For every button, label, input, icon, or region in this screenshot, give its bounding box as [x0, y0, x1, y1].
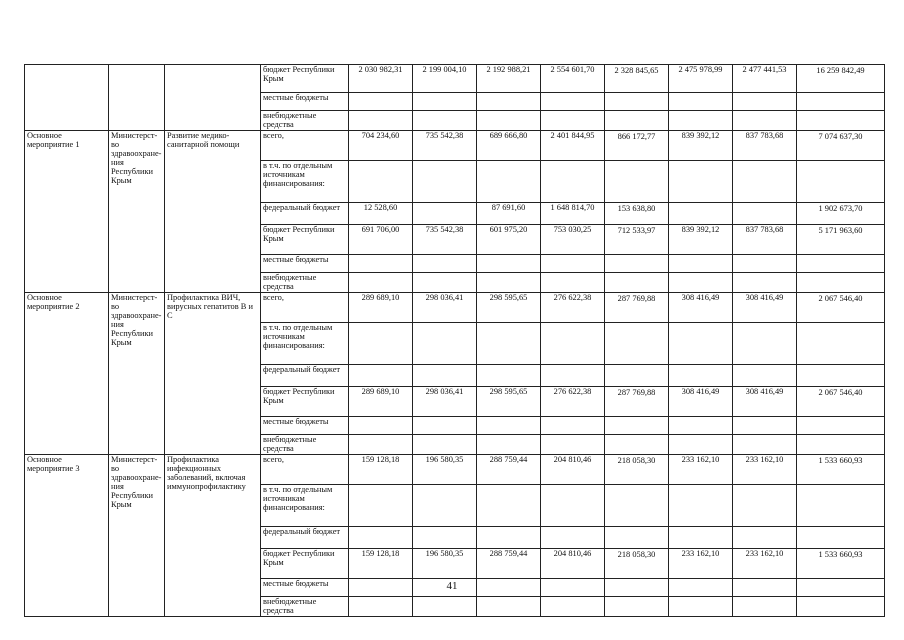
value-cell	[733, 273, 797, 293]
event-name-cell: Основное мероприятие 3	[25, 455, 109, 617]
executor-cell: Министерст-во здравоохране-ния Республики Крым	[109, 131, 165, 293]
value-cell	[605, 527, 669, 549]
value-cell	[733, 365, 797, 387]
value-cell: 308 416,49	[669, 387, 733, 417]
funding-source-cell: в т.ч. по отдельным источникам финансирования:	[261, 323, 349, 365]
value-cell	[541, 323, 605, 365]
funding-source-cell: бюджет Республики Крым	[261, 65, 349, 93]
value-cell: 298 595,65	[477, 387, 541, 417]
value-cell: 153 638,80	[605, 203, 669, 225]
funding-source-cell: внебюджетные средства	[261, 597, 349, 617]
value-cell	[797, 255, 885, 273]
value-cell: 159 128,18	[349, 455, 413, 485]
value-cell	[669, 203, 733, 225]
value-cell	[349, 93, 413, 111]
value-cell	[477, 365, 541, 387]
executor-cell	[109, 65, 165, 131]
value-cell	[797, 417, 885, 435]
value-cell	[733, 597, 797, 617]
value-cell	[733, 93, 797, 111]
value-cell	[669, 273, 733, 293]
value-cell	[733, 485, 797, 527]
value-cell: 704 234,60	[349, 131, 413, 161]
value-cell: 288 759,44	[477, 549, 541, 579]
value-cell: 601 975,20	[477, 225, 541, 255]
value-cell: 2 192 988,21	[477, 65, 541, 93]
value-cell: 866 172,77	[605, 131, 669, 161]
funding-source-cell: в т.ч. по отдельным источникам финансирования:	[261, 161, 349, 203]
value-cell: 218 058,30	[605, 455, 669, 485]
funding-source-cell: федеральный бюджет	[261, 365, 349, 387]
value-cell: 204 810,46	[541, 549, 605, 579]
value-cell: 276 622,38	[541, 293, 605, 323]
value-cell: 2 199 004,10	[413, 65, 477, 93]
funding-source-cell: федеральный бюджет	[261, 203, 349, 225]
value-cell	[797, 485, 885, 527]
value-cell	[669, 485, 733, 527]
funding-source-cell: внебюджетные средства	[261, 273, 349, 293]
value-cell: 233 162,10	[669, 549, 733, 579]
budget-table	[24, 64, 885, 617]
value-cell	[541, 161, 605, 203]
value-cell	[605, 597, 669, 617]
value-cell: 276 622,38	[541, 387, 605, 417]
value-cell	[669, 93, 733, 111]
value-cell	[797, 365, 885, 387]
value-cell	[797, 323, 885, 365]
page-number: 41	[446, 580, 458, 592]
value-cell	[349, 365, 413, 387]
value-cell	[349, 111, 413, 131]
executor-cell: Министерст-во здравоохране-ния Республики Крым	[109, 455, 165, 617]
value-cell	[669, 435, 733, 455]
value-cell	[605, 435, 669, 455]
value-cell	[669, 161, 733, 203]
value-cell: 2 475 978,99	[669, 65, 733, 93]
table-body	[25, 65, 885, 617]
executor-cell: Министерст-во здравоохране-ния Республики Крым	[109, 293, 165, 455]
value-cell	[605, 93, 669, 111]
value-cell	[349, 597, 413, 617]
value-cell: 7 074 637,30	[797, 131, 885, 161]
value-cell: 1 533 660,93	[797, 549, 885, 579]
value-cell: 287 769,88	[605, 387, 669, 417]
value-cell: 2 030 982,31	[349, 65, 413, 93]
value-cell: 689 666,80	[477, 131, 541, 161]
value-cell: 837 783,68	[733, 131, 797, 161]
value-cell	[477, 161, 541, 203]
value-cell: 2 328 845,65	[605, 65, 669, 93]
value-cell	[797, 597, 885, 617]
funding-source-cell: местные бюджеты	[261, 255, 349, 273]
event-name-cell: Основное мероприятие 2	[25, 293, 109, 455]
value-cell	[605, 111, 669, 131]
value-cell: 1 648 814,70	[541, 203, 605, 225]
value-cell: 735 542,38	[413, 131, 477, 161]
value-cell	[669, 597, 733, 617]
value-cell	[413, 597, 477, 617]
value-cell: 308 416,49	[733, 293, 797, 323]
value-cell	[413, 323, 477, 365]
event-name-cell: Основное мероприятие 1	[25, 131, 109, 293]
value-cell: 87 691,60	[477, 203, 541, 225]
funding-source-cell: местные бюджеты	[261, 417, 349, 435]
value-cell: 753 030,25	[541, 225, 605, 255]
table-row	[25, 65, 885, 93]
funding-source-cell: федеральный бюджет	[261, 527, 349, 549]
value-cell	[669, 323, 733, 365]
value-cell	[413, 255, 477, 273]
value-cell: 298 036,41	[413, 387, 477, 417]
value-cell: 308 416,49	[669, 293, 733, 323]
title-cell: Развитие медико-санитарной помощи	[165, 131, 261, 293]
value-cell	[605, 255, 669, 273]
value-cell	[605, 323, 669, 365]
value-cell: 16 259 842,49	[797, 65, 885, 93]
value-cell	[349, 435, 413, 455]
funding-source-cell: бюджет Республики Крым	[261, 549, 349, 579]
value-cell	[733, 527, 797, 549]
value-cell	[541, 365, 605, 387]
value-cell	[733, 255, 797, 273]
value-cell	[541, 417, 605, 435]
value-cell: 233 162,10	[733, 549, 797, 579]
value-cell	[669, 365, 733, 387]
event-name-cell	[25, 65, 109, 131]
value-cell	[477, 93, 541, 111]
title-cell	[165, 65, 261, 131]
value-cell: 196 580,35	[413, 455, 477, 485]
funding-source-cell: местные бюджеты	[261, 579, 349, 597]
value-cell: 1 902 673,70	[797, 203, 885, 225]
value-cell: 691 706,00	[349, 225, 413, 255]
value-cell: 12 528,60	[349, 203, 413, 225]
value-cell	[413, 417, 477, 435]
title-cell: Профилактика ВИЧ, вирусных гепатитов В и С	[165, 293, 261, 455]
funding-source-cell: внебюджетные средства	[261, 435, 349, 455]
value-cell	[477, 485, 541, 527]
value-cell: 218 058,30	[605, 549, 669, 579]
value-cell	[541, 273, 605, 293]
table-row	[25, 293, 885, 323]
value-cell	[541, 527, 605, 549]
value-cell: 2 067 546,40	[797, 387, 885, 417]
value-cell: 2 067 546,40	[797, 293, 885, 323]
value-cell	[797, 435, 885, 455]
value-cell	[349, 527, 413, 549]
value-cell	[349, 323, 413, 365]
value-cell: 298 036,41	[413, 293, 477, 323]
table-row	[25, 455, 885, 485]
value-cell	[349, 417, 413, 435]
value-cell: 233 162,10	[733, 455, 797, 485]
value-cell	[733, 435, 797, 455]
value-cell: 288 759,44	[477, 455, 541, 485]
value-cell: 233 162,10	[669, 455, 733, 485]
value-cell: 735 542,38	[413, 225, 477, 255]
value-cell	[541, 111, 605, 131]
value-cell	[797, 161, 885, 203]
value-cell	[349, 485, 413, 527]
value-cell	[669, 111, 733, 131]
value-cell	[477, 111, 541, 131]
value-cell	[669, 417, 733, 435]
value-cell	[413, 365, 477, 387]
value-cell	[413, 273, 477, 293]
funding-source-cell: всего,	[261, 293, 349, 323]
title-cell: Профилактика инфекционных заболеваний, включая иммунопрофилактику	[165, 455, 261, 617]
value-cell: 204 810,46	[541, 455, 605, 485]
value-cell	[477, 255, 541, 273]
value-cell	[797, 93, 885, 111]
value-cell	[733, 417, 797, 435]
value-cell	[477, 435, 541, 455]
value-cell	[477, 273, 541, 293]
value-cell	[413, 161, 477, 203]
value-cell	[733, 111, 797, 131]
value-cell	[413, 93, 477, 111]
value-cell	[477, 597, 541, 617]
value-cell	[605, 365, 669, 387]
value-cell	[605, 161, 669, 203]
value-cell: 287 769,88	[605, 293, 669, 323]
funding-source-cell: бюджет Республики Крым	[261, 225, 349, 255]
value-cell	[541, 485, 605, 527]
value-cell	[733, 323, 797, 365]
funding-source-cell: всего,	[261, 455, 349, 485]
value-cell: 2 477 441,53	[733, 65, 797, 93]
value-cell	[413, 435, 477, 455]
value-cell	[349, 161, 413, 203]
value-cell	[797, 527, 885, 549]
value-cell	[413, 111, 477, 131]
value-cell	[477, 417, 541, 435]
value-cell	[541, 435, 605, 455]
value-cell	[669, 527, 733, 549]
funding-source-cell: местные бюджеты	[261, 93, 349, 111]
value-cell	[541, 255, 605, 273]
value-cell	[605, 273, 669, 293]
value-cell: 196 580,35	[413, 549, 477, 579]
value-cell	[797, 273, 885, 293]
value-cell	[605, 485, 669, 527]
value-cell	[413, 485, 477, 527]
value-cell: 2 401 844,95	[541, 131, 605, 161]
value-cell: 298 595,65	[477, 293, 541, 323]
table-row	[25, 131, 885, 161]
value-cell	[413, 203, 477, 225]
value-cell: 837 783,68	[733, 225, 797, 255]
value-cell	[797, 111, 885, 131]
value-cell: 1 533 660,93	[797, 455, 885, 485]
value-cell	[477, 323, 541, 365]
funding-source-cell: внебюджетные средства	[261, 111, 349, 131]
value-cell	[605, 417, 669, 435]
value-cell: 2 554 601,70	[541, 65, 605, 93]
value-cell	[541, 597, 605, 617]
value-cell	[733, 203, 797, 225]
funding-source-cell: всего,	[261, 131, 349, 161]
value-cell: 839 392,12	[669, 131, 733, 161]
value-cell: 712 533,97	[605, 225, 669, 255]
value-cell: 289 689,10	[349, 387, 413, 417]
value-cell: 159 128,18	[349, 549, 413, 579]
funding-source-cell: бюджет Республики Крым	[261, 387, 349, 417]
value-cell: 308 416,49	[733, 387, 797, 417]
value-cell: 289 689,10	[349, 293, 413, 323]
value-cell	[733, 161, 797, 203]
value-cell	[541, 93, 605, 111]
value-cell	[349, 255, 413, 273]
funding-source-cell: в т.ч. по отдельным источникам финансирования:	[261, 485, 349, 527]
value-cell	[413, 527, 477, 549]
value-cell: 5 171 963,60	[797, 225, 885, 255]
value-cell	[669, 255, 733, 273]
value-cell	[477, 527, 541, 549]
value-cell: 839 392,12	[669, 225, 733, 255]
value-cell	[349, 273, 413, 293]
